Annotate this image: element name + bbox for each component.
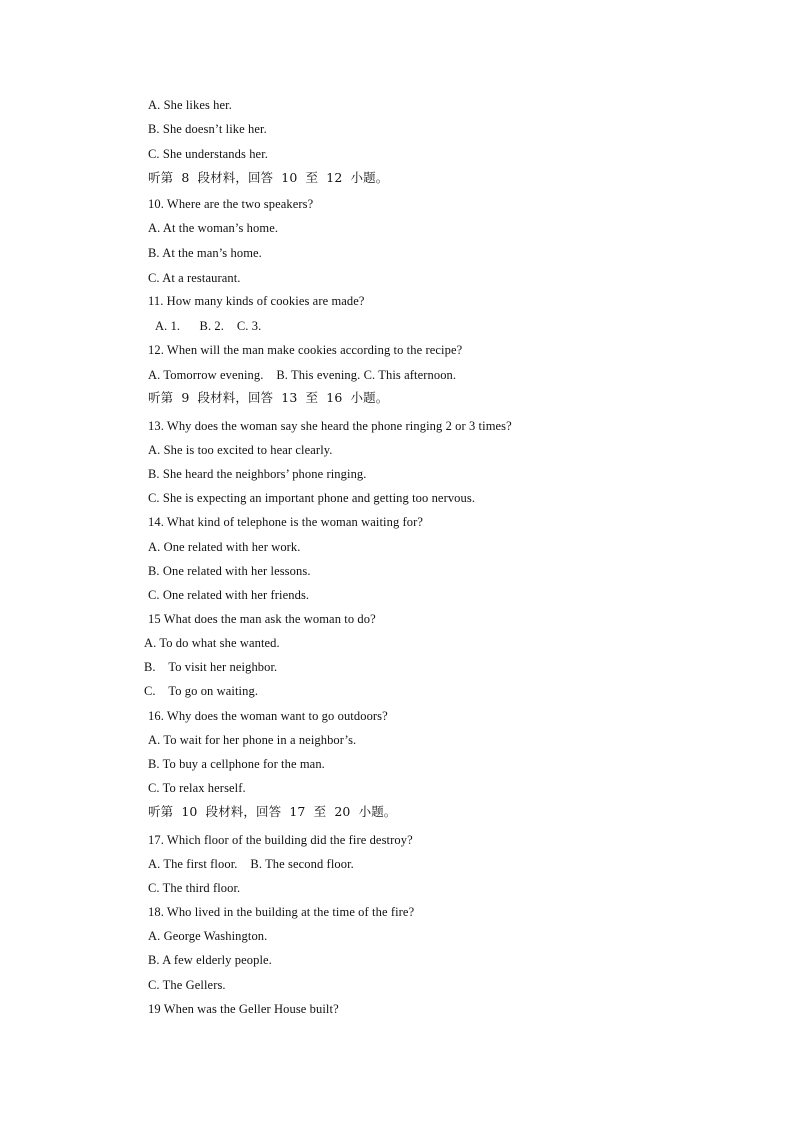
options-q11: A. 1. B. 2. C. 3. — [155, 319, 262, 333]
option-b-q15: B. To visit her neighbor. — [144, 660, 278, 674]
option-c-q15: C. To go on waiting. — [144, 684, 259, 698]
section-heading-10: 听第 10 段材料，回答 17 至 20 小题。 — [148, 804, 397, 819]
question-16: 16. Why does the woman want to go outdoors? — [148, 709, 388, 723]
option-a-q15: A. To do what she wanted. — [144, 636, 280, 650]
option-a-q9: A. She likes her. — [148, 98, 232, 112]
question-14: 14. What kind of telephone is the woman waiting for? — [148, 515, 424, 529]
question-12: 12. When will the man make cookies according to the recipe? — [148, 343, 463, 357]
option-c-q16: C. To relax herself. — [148, 781, 246, 795]
options-q17-ab: A. The first floor. B. The second floor. — [148, 857, 354, 871]
option-b-q18: B. A few elderly people. — [148, 953, 272, 967]
option-a-q14: A. One related with her work. — [148, 540, 301, 554]
option-a-q16: A. To wait for her phone in a neighbor’s. — [148, 733, 357, 747]
question-10: 10. Where are the two speakers? — [148, 197, 314, 211]
option-b-q10: B. At the man’s home. — [148, 246, 262, 260]
question-15: 15 What does the man ask the woman to do? — [148, 612, 376, 626]
option-c-q9: C. She understands her. — [148, 147, 268, 161]
option-c-q14: C. One related with her friends. — [148, 588, 310, 602]
option-b-q9: B. She doesn’t like her. — [148, 122, 267, 136]
section-heading-8: 听第 8 段材料，回答 10 至 12 小题。 — [148, 170, 389, 185]
option-b-q16: B. To buy a cellphone for the man. — [148, 757, 325, 771]
question-13: 13. Why does the woman say she heard the phone ringing 2 or 3 times? — [148, 419, 512, 433]
question-19: 19 When was the Geller House built? — [148, 1002, 339, 1016]
options-q12: A. Tomorrow evening. B. This evening. C. This afternoon. — [148, 368, 457, 382]
option-c-q17: C. The third floor. — [148, 881, 241, 895]
question-11: 11. How many kinds of cookies are made? — [148, 294, 365, 308]
option-a-q18: A. George Washington. — [148, 929, 268, 943]
option-b-q14: B. One related with her lessons. — [148, 564, 311, 578]
option-a-q13: A. She is too excited to hear clearly. — [148, 443, 333, 457]
option-c-q10: C. At a restaurant. — [148, 271, 241, 285]
section-heading-9: 听第 9 段材料，回答 13 至 16 小题。 — [148, 390, 389, 405]
option-c-q13: C. She is expecting an important phone and getting too nervous. — [148, 491, 476, 505]
option-a-q10: A. At the woman’s home. — [148, 221, 279, 235]
question-17: 17. Which floor of the building did the fire destroy? — [148, 833, 413, 847]
option-b-q13: B. She heard the neighbors’ phone ringing. — [148, 467, 367, 481]
question-18: 18. Who lived in the building at the time of the fire? — [148, 905, 415, 919]
option-c-q18: C. The Gellers. — [148, 978, 226, 992]
